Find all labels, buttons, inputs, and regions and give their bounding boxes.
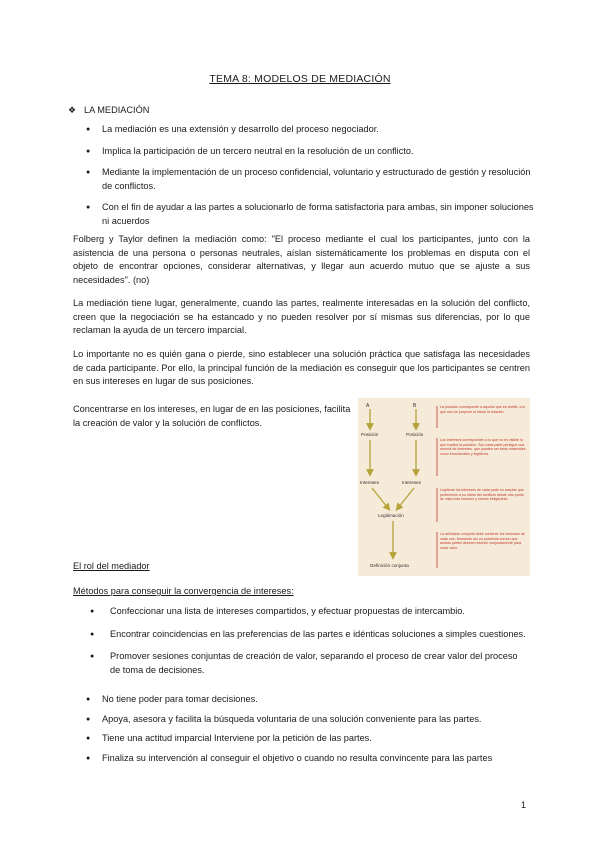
diagram-position-b: Posición [406, 432, 424, 437]
diagram-note-interests: Los intereses corresponden a lo que no es visible lo que explica la posición. Son cada parte persigue una mezcla de intereses, que pueden ser tanto materiales como emocionales y legítimos. [440, 438, 526, 456]
diagram-interests-a: Intereses [360, 480, 379, 485]
intro-bullet-list [102, 123, 534, 237]
metodos-heading: Métodos para conseguir la convergencia de intereses: [73, 586, 294, 596]
diagram-note-legitimation: Legitimar los intereses de cada parte es aceptar que pertenecen a su visión del conflicto desde otro punto de vista más humano y menos beligerante. [440, 488, 524, 502]
metodos-bullet-list [110, 605, 530, 686]
list-item: ● No tiene poder para tomar decisiones. [102, 693, 534, 707]
paragraph-folberg-taylor: Folberg y Taylor definen la mediación como: "El proceso mediante el cual los participantes, junto con la asistencia de una persona o personas neutrales, aíslan sistemáticamente los problemas en disputa con el objeto de encontrar opciones, considerar alternativas, y llegar aun acuerdo mutuo que se ajuste a sus necesidades". (no) [73, 234, 530, 285]
diagram-label-a: A [366, 403, 370, 409]
list-item: ● Apoya, asesora y facilita la búsqueda voluntaria de una solución conveniente para las partes. [102, 713, 534, 727]
paragraph-interests: Lo importante no es quién gana o pierde, sino establecer una solución práctica que satisfaga las necesidades de cada participante. Por ello, la principal función de la mediación es conseguir que los participantes se centren en sus intereses en lugar de sus posiciones. [73, 349, 530, 387]
rol-bullet-list [102, 693, 534, 771]
section-heading-text: LA MEDIACIÓN [84, 105, 150, 115]
diagram-interests-b: Intereses [402, 480, 421, 485]
page-number: 1 [521, 800, 527, 810]
diamond-bullet-icon: ❖ [68, 105, 77, 115]
list-item: ● Con el fin de ayudar a las partes a solucionarlo de forma satisfactoria para ambas, sin imponer soluciones ni acuerdos [102, 201, 534, 228]
positions-interests-diagram [358, 398, 530, 576]
list-item: ● Mediante la implementación de un proceso confidencial, voluntario y estructurado de gestión y resolución de conflictos. [102, 166, 534, 193]
paragraph-value-creation: Concentrarse en los intereses, en lugar de en las posiciones, facilita la creación de valor y la solución de conflictos. [73, 404, 351, 428]
diagram-result: Definición conjunta [370, 563, 409, 568]
list-item: ● Encontrar coincidencias en las preferencias de las partes e idénticas soluciones a simples cuestiones. [110, 628, 530, 642]
list-item: ● Finaliza su intervención al conseguir el objetivo o cuando no resulta convincente para las partes [102, 752, 534, 766]
page-title: TEMA 8: MODELOS DE MEDIACIÓN [209, 73, 391, 85]
diagram-legitimation: Legitimación [378, 513, 404, 518]
list-item: ● Tiene una actitud imparcial Interviene por la petición de las partes. [102, 732, 534, 746]
diagram-note-positions: La posición corresponde a aquello que es visible, a lo que uno se propone al iniciar la relación. [440, 405, 526, 414]
list-item: ● La mediación es una extensión y desarrollo del proceso negociador. [102, 123, 534, 137]
rol-heading: El rol del mediador [73, 561, 150, 571]
list-item: ● Promover sesiones conjuntas de creación de valor, separando el proceso de crear valor del proceso de toma de decisiones. [110, 650, 530, 677]
paragraph-mediation-context: La mediación tiene lugar, generalmente, cuando las partes, realmente interesadas en la solución del conflicto, creen que la negociación se ha estancado y no pueden resolver por sí mismas sus diferencias, por lo que reclaman la ayuda de un tercero imparcial. [73, 298, 530, 336]
diagram-note-definition: La definición conjunta debe contener los intereses de cada uno, formando así un problema común que ambas partes desean resolver conjuntamente para crear valor. [440, 532, 525, 550]
list-item: ● Implica la participación de un tercero neutral en la resolución de un conflicto. [102, 145, 534, 159]
section-heading [68, 104, 150, 118]
list-item: ● Confeccionar una lista de intereses compartidos, y efectuar propuestas de intercambio. [110, 605, 530, 619]
diagram-label-b: B [413, 403, 417, 409]
diagram-position-a: Posición [361, 432, 379, 437]
